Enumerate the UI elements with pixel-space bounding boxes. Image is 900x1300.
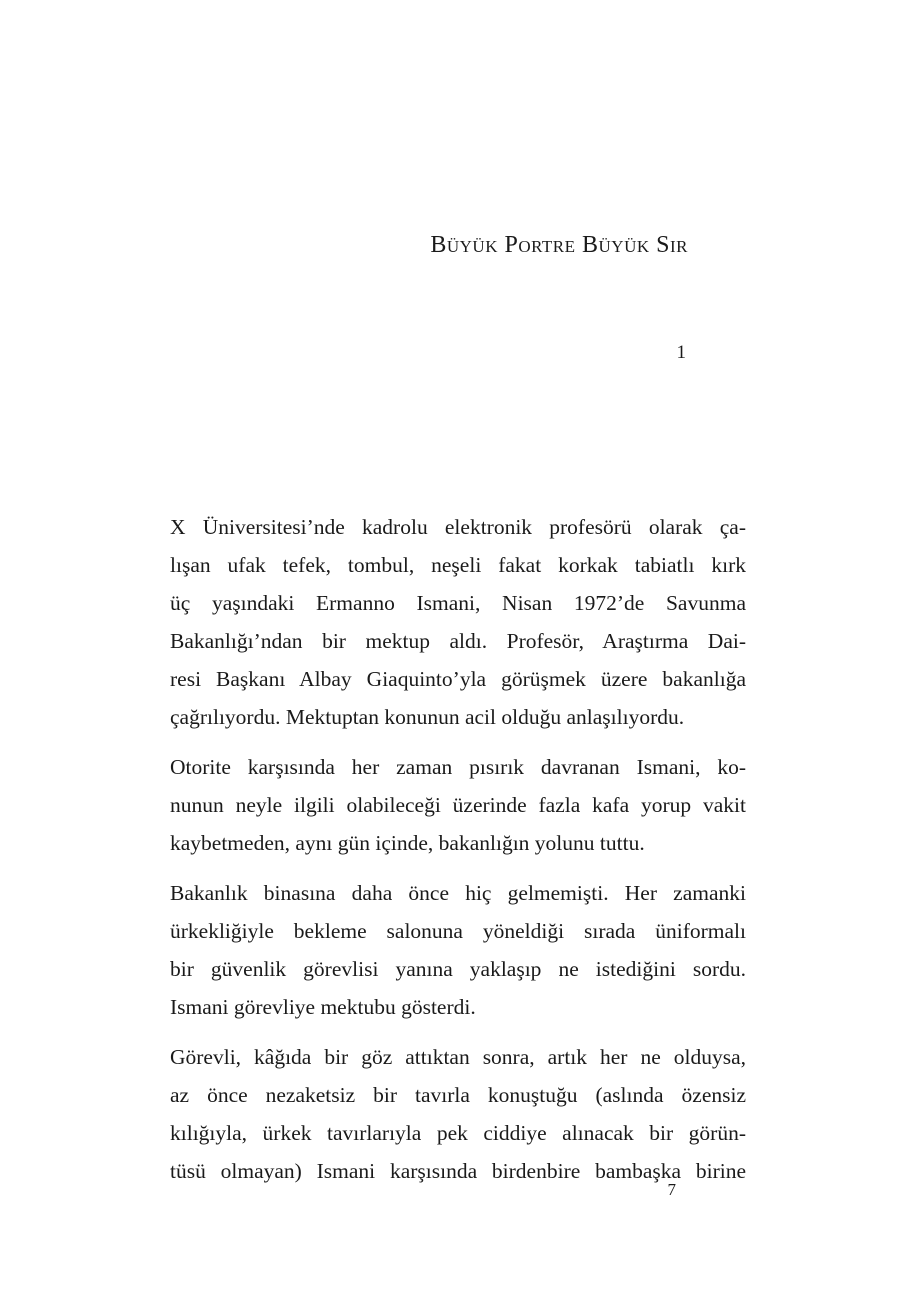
chapter-title: Büyük Portre Büyük Sır <box>430 232 688 258</box>
paragraph <box>170 1038 746 1190</box>
text-line: Bakanlığı’ndan bir mektup aldı. Profesör, Araştırma Dai- <box>170 629 746 653</box>
text-line: X Üniversitesi’nde kadrolu elektronik profesörü olarak ça- <box>170 515 746 539</box>
text-line: ürkekliğiyle bekleme salonuna yöneldiği sırada üniformalı <box>170 919 746 943</box>
page-number: 7 <box>667 1180 676 1199</box>
text-line: nunun neyle ilgili olabileceği üzerinde fazla kafa yorup vakit <box>170 793 746 817</box>
text-line: kılığıyla, ürkek tavırlarıyla pek ciddiye alınacak bir görün- <box>170 1121 746 1145</box>
text-line: tüsü olmayan) Ismani karşısında birdenbire bambaşka birine <box>170 1159 746 1183</box>
text-line: resi Başkanı Albay Giaquinto’yla görüşmek üzere bakanlığa <box>170 667 746 691</box>
text-line: üç yaşındaki Ermanno Ismani, Nisan 1972’de Savunma <box>170 591 746 615</box>
text-line: lışan ufak tefek, tombul, neşeli fakat korkak tabiatlı kırk <box>170 553 746 577</box>
paragraph <box>170 508 746 736</box>
body-text <box>170 508 746 1202</box>
text-line: Görevli, kâğıda bir göz attıktan sonra, artık her ne olduysa, <box>170 1045 746 1069</box>
text-line: kaybetmeden, aynı gün içinde, bakanlığın yolunu tuttu. <box>170 831 645 855</box>
text-line: az önce nezaketsiz bir tavırla konuştuğu (aslında özensiz <box>170 1083 746 1107</box>
text-line: Bakanlık binasına daha önce hiç gelmemişti. Her zamanki <box>170 881 746 905</box>
text-line: Otorite karşısında her zaman pısırık davranan Ismani, ko- <box>170 755 746 779</box>
text-line: Ismani görevliye mektubu gösterdi. <box>170 995 476 1019</box>
text-line: bir güvenlik görevlisi yanına yaklaşıp ne istediğini sordu. <box>170 957 746 981</box>
text-line: çağrılıyordu. Mektuptan konunun acil olduğu anlaşılıyordu. <box>170 705 685 729</box>
paragraph <box>170 874 746 1026</box>
paragraph <box>170 748 746 862</box>
chapter-number: 1 <box>676 342 686 363</box>
